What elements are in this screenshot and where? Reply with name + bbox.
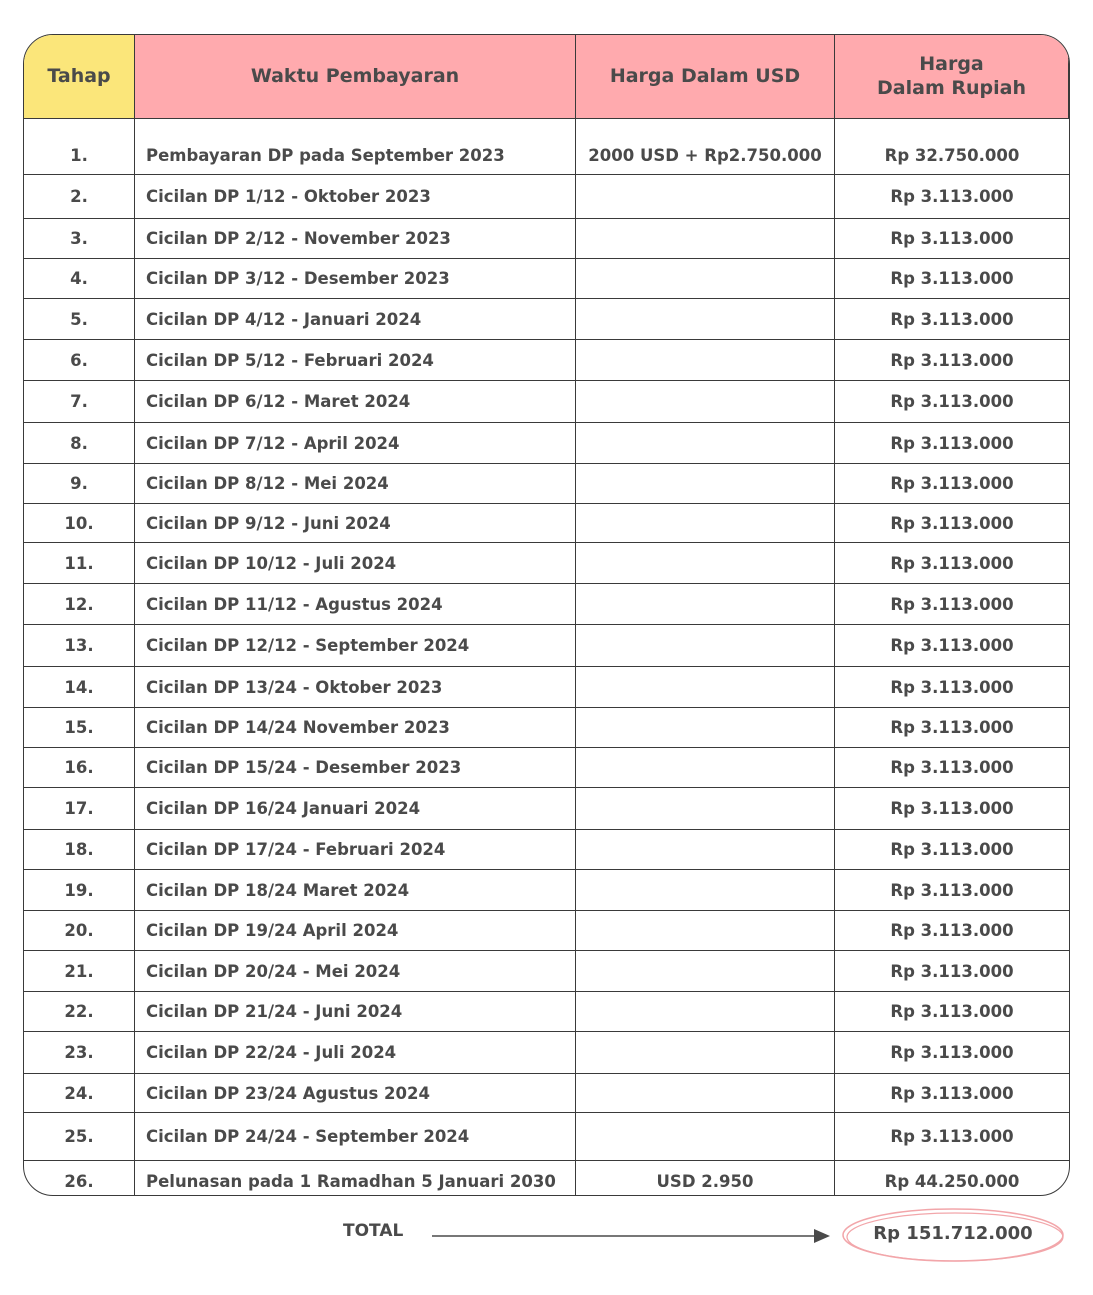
row-description: Cicilan DP 11/12 - Agustus 2024 [135, 584, 576, 625]
row-price-rupiah: Rp 3.113.000 [835, 464, 1069, 504]
row-number: 2. [24, 175, 135, 219]
row-price-usd [576, 1032, 835, 1074]
header-tahap: Tahap [24, 35, 135, 119]
row-price-rupiah: Rp 3.113.000 [835, 543, 1069, 584]
total-label: TOTAL [343, 1221, 404, 1241]
row-price-rupiah: Rp 32.750.000 [835, 119, 1069, 175]
row-price-usd [576, 992, 835, 1032]
row-price-rupiah: Rp 3.113.000 [835, 1113, 1069, 1161]
row-price-usd [576, 748, 835, 788]
row-price-usd [576, 381, 835, 423]
row-price-usd [576, 911, 835, 951]
row-number: 3. [24, 219, 135, 259]
row-description: Cicilan DP 16/24 Januari 2024 [135, 788, 576, 830]
row-number: 7. [24, 381, 135, 423]
row-price-rupiah: Rp 3.113.000 [835, 911, 1069, 951]
row-price-rupiah: Rp 3.113.000 [835, 667, 1069, 708]
table-grid [24, 35, 1069, 1196]
row-description: Cicilan DP 10/12 - Juli 2024 [135, 543, 576, 584]
row-price-rupiah: Rp 3.113.000 [835, 708, 1069, 748]
row-number: 20. [24, 911, 135, 951]
row-description: Cicilan DP 5/12 - Februari 2024 [135, 340, 576, 381]
row-price-rupiah: Rp 3.113.000 [835, 423, 1069, 464]
row-description: Cicilan DP 4/12 - Januari 2024 [135, 299, 576, 340]
row-price-usd: 2000 USD + Rp2.750.000 [576, 119, 835, 175]
row-number: 11. [24, 543, 135, 584]
row-price-rupiah: Rp 3.113.000 [835, 788, 1069, 830]
row-description: Cicilan DP 18/24 Maret 2024 [135, 870, 576, 911]
row-price-rupiah: Rp 3.113.000 [835, 259, 1069, 299]
row-description: Cicilan DP 23/24 Agustus 2024 [135, 1074, 576, 1113]
row-price-rupiah: Rp 3.113.000 [835, 175, 1069, 219]
row-number: 13. [24, 625, 135, 667]
row-description: Cicilan DP 20/24 - Mei 2024 [135, 951, 576, 992]
row-description: Cicilan DP 21/24 - Juni 2024 [135, 992, 576, 1032]
row-price-usd [576, 870, 835, 911]
row-description: Cicilan DP 17/24 - Februari 2024 [135, 830, 576, 870]
row-price-rupiah: Rp 3.113.000 [835, 340, 1069, 381]
row-number: 14. [24, 667, 135, 708]
row-description: Cicilan DP 3/12 - Desember 2023 [135, 259, 576, 299]
row-number: 16. [24, 748, 135, 788]
row-price-usd [576, 299, 835, 340]
row-number: 24. [24, 1074, 135, 1113]
row-number: 1. [24, 119, 135, 175]
row-price-rupiah: Rp 3.113.000 [835, 219, 1069, 259]
row-number: 17. [24, 788, 135, 830]
row-price-rupiah: Rp 3.113.000 [835, 625, 1069, 667]
row-description: Cicilan DP 22/24 - Juli 2024 [135, 1032, 576, 1074]
row-number: 25. [24, 1113, 135, 1161]
row-number: 4. [24, 259, 135, 299]
row-price-rupiah: Rp 3.113.000 [835, 504, 1069, 543]
row-description: Cicilan DP 2/12 - November 2023 [135, 219, 576, 259]
row-price-usd [576, 1113, 835, 1161]
row-price-usd [576, 830, 835, 870]
row-number: 15. [24, 708, 135, 748]
row-price-usd [576, 951, 835, 992]
total-value: Rp 151.712.000 [873, 1223, 1033, 1244]
row-description: Cicilan DP 14/24 November 2023 [135, 708, 576, 748]
row-price-usd [576, 340, 835, 381]
row-price-rupiah: Rp 3.113.000 [835, 992, 1069, 1032]
row-number: 21. [24, 951, 135, 992]
row-number: 9. [24, 464, 135, 504]
row-description: Pembayaran DP pada September 2023 [135, 119, 576, 175]
row-description: Cicilan DP 12/12 - September 2024 [135, 625, 576, 667]
row-price-usd [576, 788, 835, 830]
row-number: 26. [24, 1161, 135, 1196]
payment-schedule-table [23, 34, 1070, 1196]
row-price-usd [576, 1074, 835, 1113]
row-number: 18. [24, 830, 135, 870]
row-price-usd [576, 423, 835, 464]
row-number: 23. [24, 1032, 135, 1074]
row-price-usd [576, 543, 835, 584]
row-price-usd [576, 504, 835, 543]
row-price-rupiah: Rp 3.113.000 [835, 1032, 1069, 1074]
row-price-usd [576, 667, 835, 708]
header-harga-usd: Harga Dalam USD [576, 35, 835, 119]
row-number: 10. [24, 504, 135, 543]
row-description: Cicilan DP 15/24 - Desember 2023 [135, 748, 576, 788]
row-number: 6. [24, 340, 135, 381]
row-price-rupiah: Rp 3.113.000 [835, 951, 1069, 992]
row-number: 5. [24, 299, 135, 340]
row-number: 22. [24, 992, 135, 1032]
row-price-rupiah: Rp 3.113.000 [835, 830, 1069, 870]
row-price-rupiah: Rp 3.113.000 [835, 299, 1069, 340]
header-harga-rupiah [835, 35, 1069, 119]
row-price-rupiah: Rp 3.113.000 [835, 584, 1069, 625]
row-description: Cicilan DP 19/24 April 2024 [135, 911, 576, 951]
row-price-usd [576, 175, 835, 219]
row-price-usd [576, 219, 835, 259]
row-price-usd: USD 2.950 [576, 1161, 835, 1196]
row-price-rupiah: Rp 3.113.000 [835, 1074, 1069, 1113]
row-description: Cicilan DP 9/12 - Juni 2024 [135, 504, 576, 543]
row-price-rupiah: Rp 3.113.000 [835, 381, 1069, 423]
row-description: Cicilan DP 13/24 - Oktober 2023 [135, 667, 576, 708]
row-price-usd [576, 708, 835, 748]
header-harga-rupiah-label: Harga Dalam Rupiah [877, 52, 1026, 99]
header-waktu-pembayaran: Waktu Pembayaran [135, 35, 576, 119]
row-number: 8. [24, 423, 135, 464]
row-number: 19. [24, 870, 135, 911]
row-price-usd [576, 464, 835, 504]
row-description: Cicilan DP 8/12 - Mei 2024 [135, 464, 576, 504]
row-description: Cicilan DP 1/12 - Oktober 2023 [135, 175, 576, 219]
row-description: Cicilan DP 6/12 - Maret 2024 [135, 381, 576, 423]
row-description: Pelunasan pada 1 Ramadhan 5 Januari 2030 [135, 1161, 576, 1196]
row-description: Cicilan DP 24/24 - September 2024 [135, 1113, 576, 1161]
row-price-usd [576, 584, 835, 625]
arrow-right-icon [430, 1226, 832, 1246]
row-price-rupiah: Rp 3.113.000 [835, 870, 1069, 911]
row-price-usd [576, 259, 835, 299]
row-description: Cicilan DP 7/12 - April 2024 [135, 423, 576, 464]
row-price-rupiah: Rp 44.250.000 [884, 1172, 1020, 1191]
row-number: 12. [24, 584, 135, 625]
row-price-rupiah: Rp 3.113.000 [835, 748, 1069, 788]
row-price-usd [576, 625, 835, 667]
